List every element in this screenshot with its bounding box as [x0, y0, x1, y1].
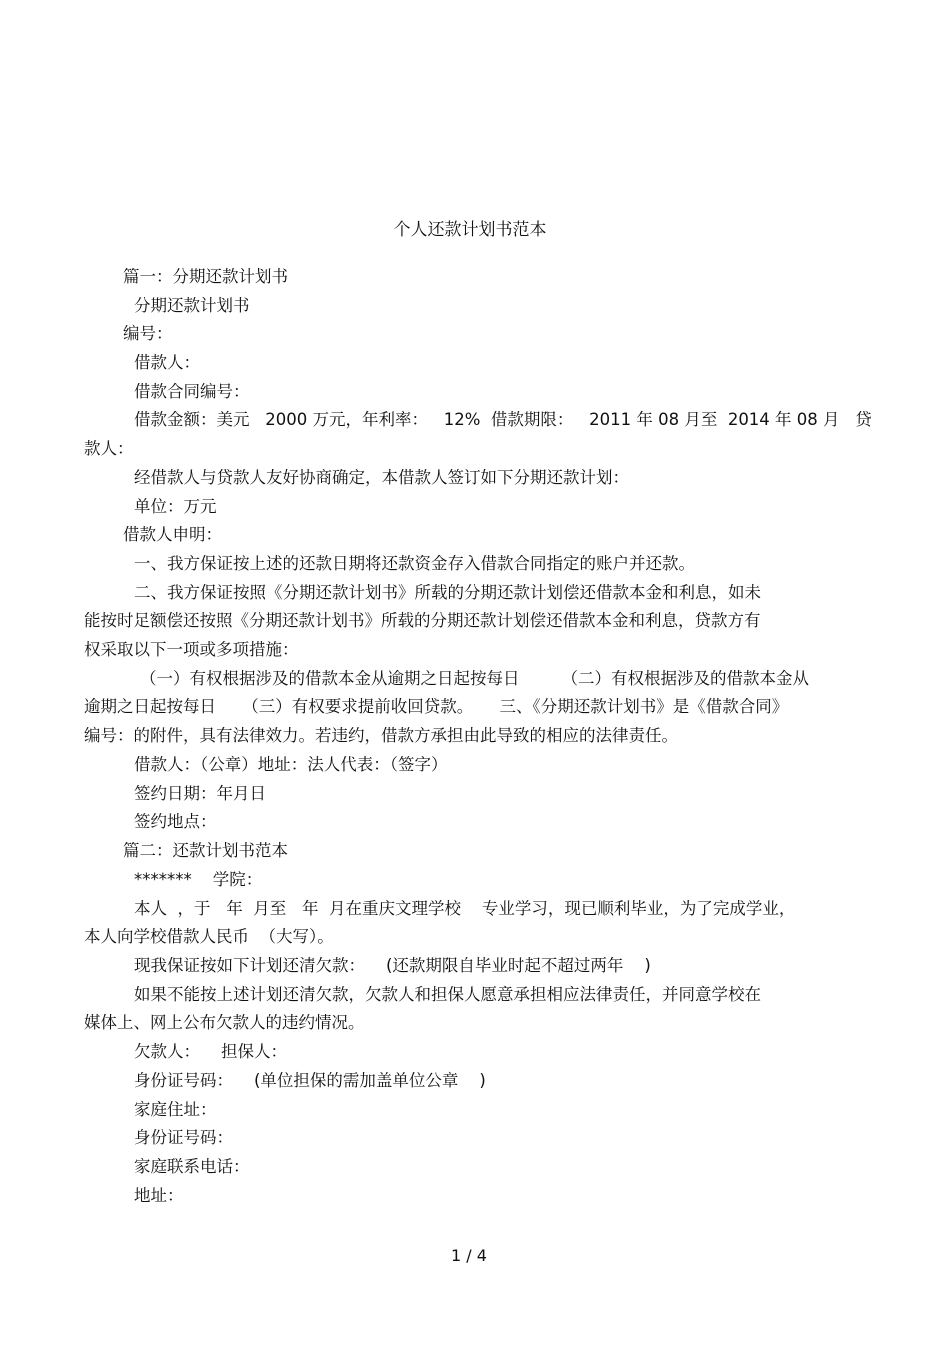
repayment-plan-line: 现我保证按如下计划还清欠款： (还款期限自毕业时起不超过两年 ) — [134, 956, 651, 975]
clause-2-line-3: 权采取以下一项或多项措施： — [84, 640, 299, 659]
home-address-line: 家庭住址： — [134, 1100, 217, 1119]
number-field: 编号： — [123, 324, 173, 343]
borrower-field: 借款人： — [134, 353, 200, 372]
id-number-line-2: 身份证号码： — [134, 1128, 233, 1147]
liability-line-2: 媒体上、网上公布欠款人的违约情况。 — [84, 1013, 365, 1032]
document-title: 个人还款计划书范本 — [393, 220, 547, 240]
address-line: 地址： — [134, 1186, 184, 1205]
clause-2-line-1: 二、我方保证按照《分期还款计划书》所载的分期还款计划偿还借款本金和利息，如未 — [134, 583, 761, 602]
unit-line: 单位：万元 — [134, 497, 217, 516]
id-number-line-1: 身份证号码： (单位担保的需加盖单位公章 ) — [134, 1071, 486, 1090]
signature-line: 借款人：（公章）地址：法人代表：（签字） — [134, 755, 448, 774]
subheading: 分期还款计划书 — [134, 296, 250, 315]
measures-line-3: 编号：的附件，具有法律效力。若违约，借款方承担由此导致的相应的法律责任。 — [84, 726, 678, 745]
statement-line-2: 本人向学校借款人民币 （大写）。 — [84, 927, 334, 946]
sign-place-line: 签约地点： — [134, 812, 217, 831]
page-number: 1 / 4 — [451, 1246, 487, 1265]
lender-line: 款人： — [84, 439, 134, 458]
clause-1: 一、我方保证按上述的还款日期将还款资金存入借款合同指定的账户并还款。 — [134, 554, 695, 573]
liability-line-1: 如果不能按上述计划还清欠款，欠款人和担保人愿意承担相应法律责任，并同意学校在 — [134, 985, 761, 1004]
section-heading-1: 篇一：分期还款计划书 — [123, 267, 288, 286]
loan-amount-line: 借款金额：美元 2000 万元，年利率： 12% 借款期限： 2011 年 08 月至 2014 年 08 月 贷 — [134, 410, 872, 429]
college-line: ******* 学院： — [134, 870, 263, 889]
measures-line-1: （一）有权根据涉及的借款本金从逾期之日起按每日 （二）有权根据涉及的借款本金从 — [140, 669, 809, 688]
sign-date-line: 签约日期：年月日 — [134, 784, 266, 803]
contract-number-field: 借款合同编号： — [134, 382, 250, 401]
home-phone-line: 家庭联系电话： — [134, 1157, 250, 1176]
statement-line-1: 本人 ，于 年 月至 年 月在重庆文理学校 专业学习，现已顺利毕业，为了完成学业， — [134, 899, 796, 918]
debtor-guarantor-line: 欠款人： 担保人： — [134, 1042, 287, 1061]
declaration-heading: 借款人申明： — [123, 525, 222, 544]
section-heading-2: 篇二：还款计划书范本 — [123, 841, 288, 860]
clause-2-line-2: 能按时足额偿还按照《分期还款计划书》所载的分期还款计划偿还借款本金和利息，贷款方有 — [84, 611, 761, 630]
measures-line-2: 逾期之日起按每日 （三）有权要求提前收回贷款。 三、《分期还款计划书》是《借款合同》 — [84, 697, 789, 716]
agreement-line: 经借款人与贷款人友好协商确定，本借款人签订如下分期还款计划： — [134, 468, 629, 487]
